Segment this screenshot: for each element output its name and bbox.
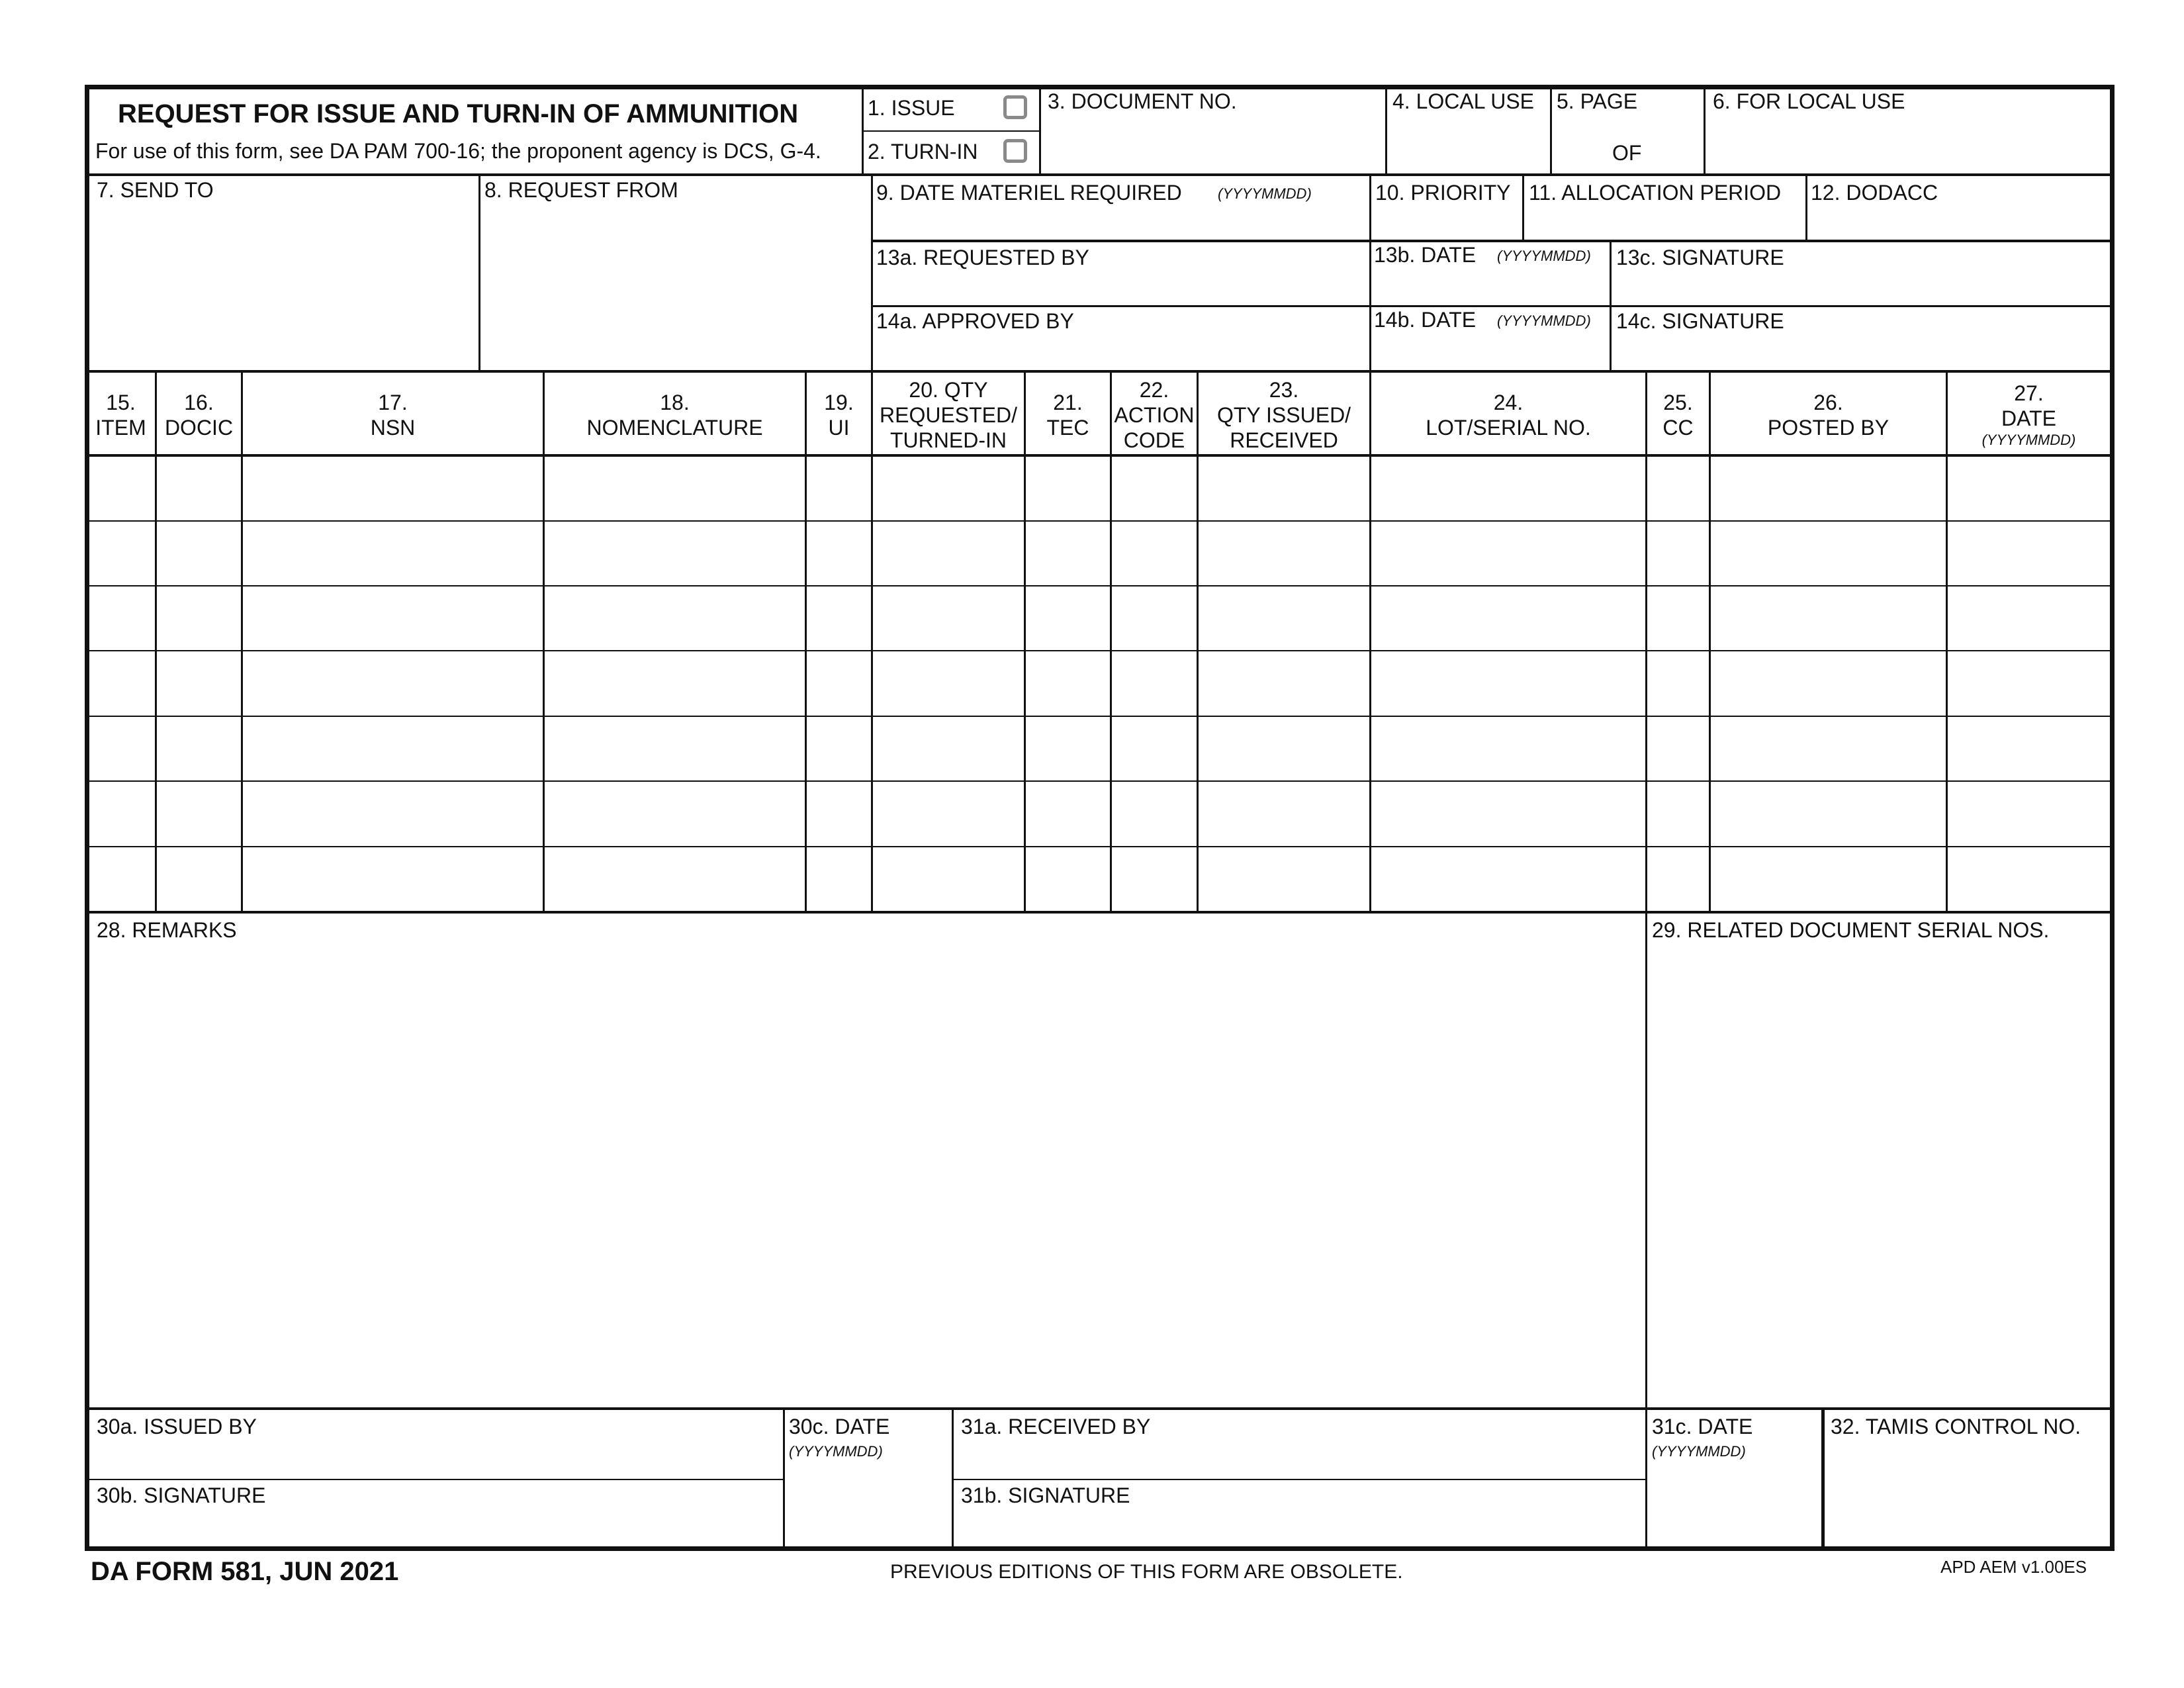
table-row[interactable] [87,651,2110,716]
col-header-cc: 25. CC [1662,391,1694,440]
form-number: DA FORM 581, JUN 2021 [91,1557,399,1586]
col-header-ui: 19. UI [824,391,854,440]
col-header-docic: 16. DOCIC [164,391,234,440]
page-of-label: OF [1612,141,1642,165]
col-header-item: 15. ITEM [95,391,146,440]
col-header-qty-requested: 20. QTY REQUESTED/ TURNED-IN [879,378,1018,452]
version-label: APD AEM v1.00ES [1940,1557,2087,1577]
table-row[interactable] [87,586,2110,650]
col-header-action-code: 22. ACTION CODE [1114,378,1195,452]
tamis-control-no-label: 32. TAMIS CONTROL NO. [1831,1415,2081,1438]
priority-label: 10. PRIORITY [1375,181,1511,205]
request-from-label: 8. REQUEST FROM [484,178,678,202]
col-header-nsn: 17. NSN [370,391,416,440]
page-label: 5. PAGE [1557,89,1638,113]
for-local-use-label: 6. FOR LOCAL USE [1713,89,1905,113]
date-materiel-format: (YYYYMMDD) [1218,185,1312,202]
form-subtitle: For use of this form, see DA PAM 700-16; the proponent agency is DCS, G-4. [95,139,821,163]
requested-by-label: 13a. REQUESTED BY [876,246,1089,269]
received-date-format: (YYYYMMDD) [1652,1443,1746,1460]
related-doc-serial-field[interactable] [1649,947,2107,1403]
table-row[interactable] [87,782,2110,846]
allocation-period-label: 11. ALLOCATION PERIOD [1529,181,1782,205]
dodacc-label: 12. DODACC [1811,181,1938,205]
document-no-label: 3. DOCUMENT NO. [1048,89,1237,113]
col-header-posted-by: 26. POSTED BY [1767,391,1889,440]
obsolete-notice: PREVIOUS EDITIONS OF THIS FORM ARE OBSOLETE. [890,1561,1403,1583]
related-doc-serial-label: 29. RELATED DOCUMENT SERIAL NOS. [1652,918,2050,942]
form-title: REQUEST FOR ISSUE AND TURN-IN OF AMMUNITION [118,99,799,128]
send-to-label: 7. SEND TO [97,178,214,202]
requested-signature-label: 13c. SIGNATURE [1616,246,1784,269]
received-signature-label: 31b. SIGNATURE [961,1483,1130,1507]
col-header-qty-issued: 23. QTY ISSUED/ RECEIVED [1216,378,1351,452]
issued-date-format: (YYYYMMDD) [789,1443,883,1460]
approved-date-format: (YYYYMMDD) [1497,312,1591,329]
remarks-label: 28. REMARKS [97,918,237,942]
date-materiel-required-label: 9. DATE MATERIEL REQUIRED [876,181,1182,205]
col-header-nomenclature: 18. NOMENCLATURE [586,391,763,440]
approved-signature-label: 14c. SIGNATURE [1616,309,1784,333]
received-by-label: 31a. RECEIVED BY [961,1415,1151,1438]
turn-in-label: 2. TURN-IN [868,140,978,164]
approved-date-label: 14b. DATE [1374,308,1477,332]
col-header-date: 27. DATE (YYYYMMDD) [1981,381,2076,448]
requested-date-label: 13b. DATE [1374,243,1477,267]
turn-in-checkbox[interactable] [1003,139,1027,163]
table-row[interactable] [87,522,2110,585]
table-row[interactable] [87,847,2110,911]
issued-date-label: 30c. DATE [789,1415,890,1438]
requested-date-format: (YYYYMMDD) [1497,248,1591,264]
issue-checkbox[interactable] [1003,95,1027,119]
remarks-field[interactable] [89,947,1641,1403]
table-row[interactable] [87,717,2110,780]
issued-signature-label: 30b. SIGNATURE [97,1483,266,1507]
received-date-label: 31c. DATE [1652,1415,1753,1438]
table-row[interactable] [87,457,2110,520]
issued-by-label: 30a. ISSUED BY [97,1415,257,1438]
col-header-tec: 21. TEC [1046,391,1089,440]
local-use-label: 4. LOCAL USE [1392,89,1535,113]
issue-label: 1. ISSUE [868,96,955,120]
approved-by-label: 14a. APPROVED BY [876,309,1074,333]
col-header-lot-serial: 24. LOT/SERIAL NO. [1426,391,1591,440]
